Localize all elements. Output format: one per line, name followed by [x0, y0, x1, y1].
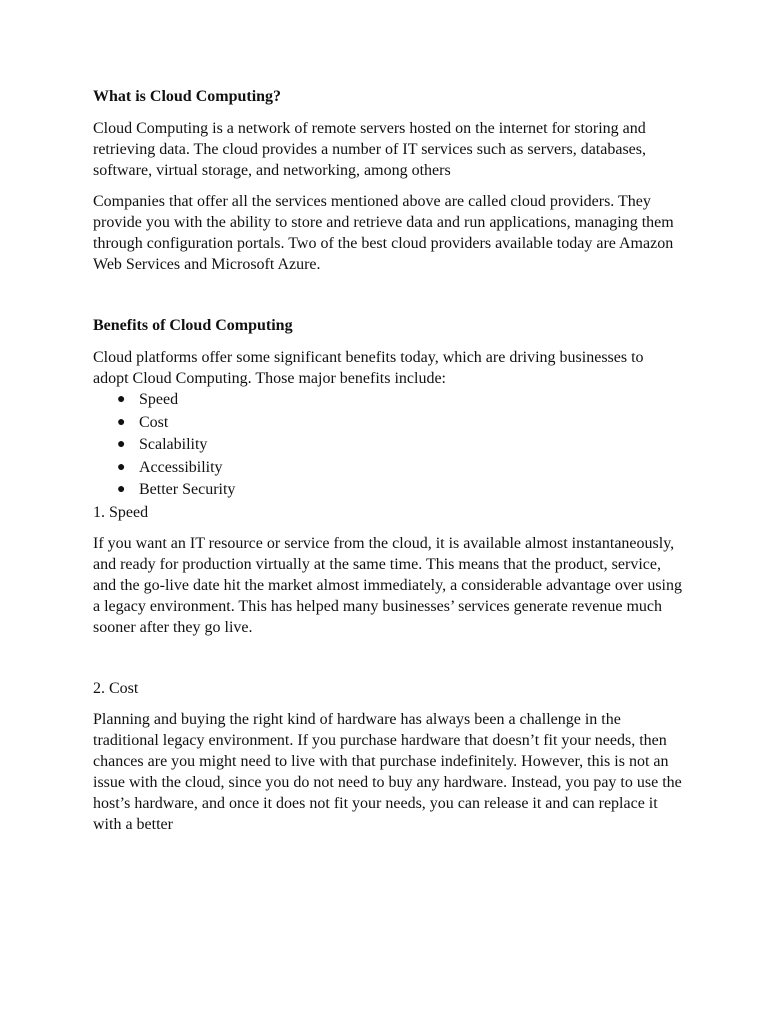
- list-item: [93, 389, 683, 412]
- paragraph-cloud-providers: Companies that offer all the services mentioned above are called cloud providers. They provide you with the ability to store and retrieve data and run applications, managing them through configuration portals. Two of the best cloud providers available today are Amazon Web Services and Microsoft Azure.: [93, 193, 674, 273]
- subheading-speed: 1. Speed: [93, 503, 149, 521]
- list-item-label: Better Security: [139, 481, 236, 498]
- list-item: [93, 479, 683, 502]
- list-item-label: Accessibility: [139, 458, 223, 476]
- benefits-list: [93, 389, 683, 502]
- list-item: [93, 434, 683, 457]
- list-item-label: Scalability: [139, 436, 208, 453]
- section-title-what-is-cloud: What is Cloud Computing?: [93, 88, 282, 105]
- list-item: [93, 412, 683, 435]
- list-item-label: Speed: [139, 391, 179, 408]
- list-item: [93, 457, 683, 480]
- subheading-cost: 2. Cost: [93, 679, 139, 697]
- bullet-icon: ●: [117, 437, 126, 452]
- document-page: [93, 86, 683, 835]
- bullet-icon: ●: [117, 392, 126, 407]
- paragraph-speed: If you want an IT resource or service from the cloud, it is available almost instantaneously, and ready for production virtually at the same time. This means that the product, service, and the go-live date hit the market almost immediately, a considerable advantage over using a legacy environment. This has helped many businesses’ services generate revenue much sooner after they go live.: [93, 534, 682, 636]
- paragraph-cost: Planning and buying the right kind of hardware has always been a challenge in the traditional legacy environment. If you purchase hardware that doesn’t fit your needs, then chances are you might need to live with that purchase indefinitely. However, this is not an issue with the cloud, since you do not need to buy any hardware. Instead, you pay to use the host’s hardware, and once it does not fit your needs, you can release it and can replace it with a better: [93, 710, 682, 833]
- section-title-benefits: Benefits of Cloud Computing: [93, 317, 293, 334]
- bullet-icon: ●: [117, 482, 126, 497]
- paragraph-benefits-intro: Cloud platforms offer some significant benefits today, which are driving businesses to adopt Cloud Computing. Those major benefits include:: [93, 349, 644, 387]
- bullet-icon: ●: [117, 459, 126, 475]
- list-item-label: Cost: [139, 413, 169, 431]
- bullet-icon: ●: [117, 414, 126, 430]
- paragraph-definition: Cloud Computing is a network of remote servers hosted on the internet for storing and retrieving data. The cloud provides a number of IT services such as servers, databases, software, virtual storage, and networking, among others: [93, 120, 646, 179]
